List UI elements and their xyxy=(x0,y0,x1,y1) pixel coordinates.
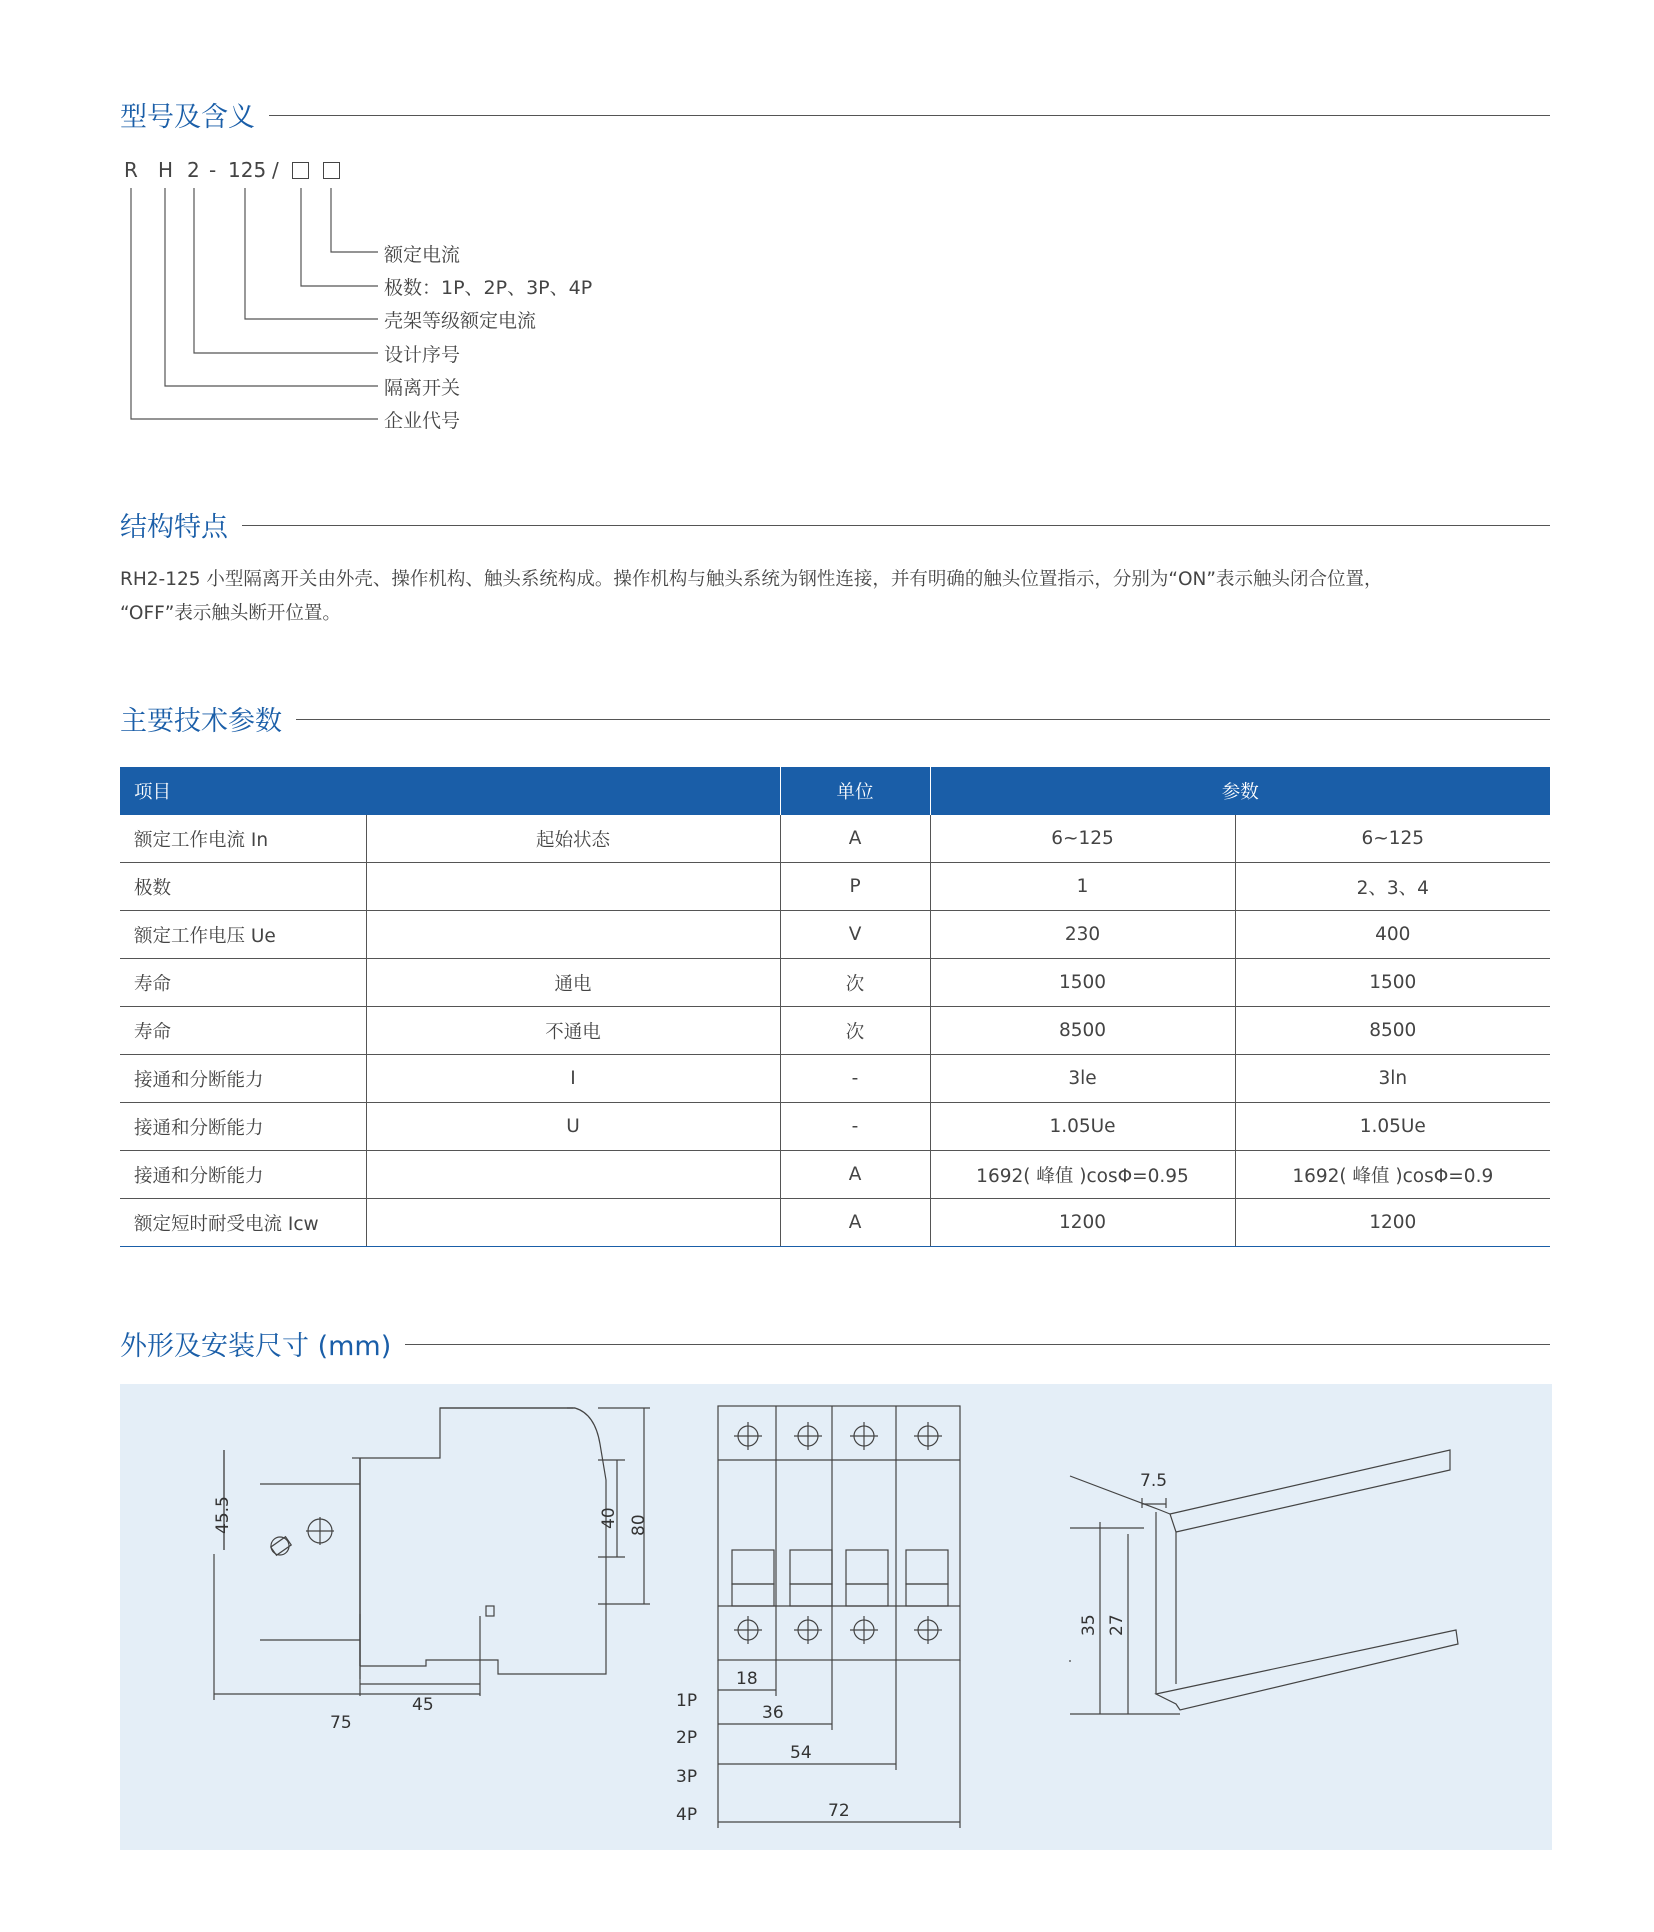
dim-side-80: 80 xyxy=(629,1514,649,1536)
front-width-54: 54 xyxy=(790,1743,812,1763)
dim-side-45-5: 45.5 xyxy=(213,1496,233,1534)
table-cell: A xyxy=(780,1151,930,1199)
table-cell: 6~125 xyxy=(930,815,1235,863)
section-divider xyxy=(296,719,1550,720)
table-cell: 起始状态 xyxy=(366,815,780,863)
front-pole-1p: 1P xyxy=(676,1691,698,1711)
table-cell: 寿命 xyxy=(120,1007,366,1055)
table-cell: 1692( 峰值 )cosΦ=0.95 xyxy=(930,1151,1235,1199)
table-cell: 额定短时耐受电流 Icw xyxy=(120,1199,366,1247)
structure-line-1: RH2-125 小型隔离开关由外壳、操作机构、触头系统构成。操作机构与触头系统为钢性连接，并有明确的触头位置指示，分别为“ON”表示触头闭合位置， xyxy=(120,569,1383,590)
table-cell: 230 xyxy=(930,911,1235,959)
meaning-frame-current: 壳架等级额定电流 xyxy=(384,310,537,332)
front-width-36: 36 xyxy=(762,1703,784,1723)
front-pole-2p: 2P xyxy=(676,1728,698,1748)
table-cell: 极数 xyxy=(120,863,366,911)
table-cell: 接通和分断能力 xyxy=(120,1103,366,1151)
table-cell: 3le xyxy=(930,1055,1235,1103)
table-header-row xyxy=(120,767,1550,815)
table-cell: 接通和分断能力 xyxy=(120,1055,366,1103)
table-cell: 2、3、4 xyxy=(1235,863,1550,911)
table-cell: 1500 xyxy=(1235,959,1550,1007)
table-cell: 1500 xyxy=(930,959,1235,1007)
structure-line-2: “OFF”表示触头断开位置。 xyxy=(120,603,341,624)
table-cell: 1.05Ue xyxy=(1235,1103,1550,1151)
table-row xyxy=(120,1007,1550,1055)
table-cell: 次 xyxy=(780,959,930,1007)
model-char-h: H xyxy=(158,158,174,182)
table-cell: 寿命 xyxy=(120,959,366,1007)
rail-dim-7-5: 7.5 xyxy=(1140,1471,1168,1491)
header-unit: 单位 xyxy=(780,767,930,815)
table-cell: 8500 xyxy=(930,1007,1235,1055)
table-row xyxy=(120,959,1550,1007)
section-structure-title xyxy=(120,504,1550,544)
meaning-design-number: 设计序号 xyxy=(384,344,461,366)
meaning-poles: 极数：1P、2P、3P、4P xyxy=(384,277,593,299)
table-cell: V xyxy=(780,911,930,959)
front-pole-4p: 4P xyxy=(676,1805,698,1825)
dim-side-45: 45 xyxy=(412,1695,434,1715)
table-cell: 额定工作电流 In xyxy=(120,815,366,863)
table-cell: 1200 xyxy=(930,1199,1235,1247)
table-cell xyxy=(366,1151,780,1199)
table-cell: 1 xyxy=(930,863,1235,911)
section-divider xyxy=(242,525,1550,526)
table-cell: 1.05Ue xyxy=(930,1103,1235,1151)
table-cell: 通电 xyxy=(366,959,780,1007)
front-pole-3p: 3P xyxy=(676,1767,698,1787)
table-row xyxy=(120,1103,1550,1151)
structure-description xyxy=(120,563,1560,631)
table-cell: U xyxy=(366,1103,780,1151)
section-dims-title xyxy=(120,1323,1550,1363)
table-row xyxy=(120,1055,1550,1103)
section-title-text: 结构特点 xyxy=(120,511,228,543)
table-row xyxy=(120,911,1550,959)
table-cell: A xyxy=(780,1199,930,1247)
table-row xyxy=(120,863,1550,911)
meaning-rated-current: 额定电流 xyxy=(384,244,461,266)
table-row xyxy=(120,1199,1550,1247)
model-char-slash: / xyxy=(272,158,279,182)
header-params: 参数 xyxy=(930,767,1550,815)
meaning-isolating-switch: 隔离开关 xyxy=(384,377,461,399)
dim-side-40: 40 xyxy=(599,1507,619,1529)
table-cell: 不通电 xyxy=(366,1007,780,1055)
table-cell: 3ln xyxy=(1235,1055,1550,1103)
table-cell: 1200 xyxy=(1235,1199,1550,1247)
section-divider xyxy=(405,1344,1550,1345)
model-char-r: R xyxy=(124,158,138,182)
table-row xyxy=(120,815,1550,863)
dimension-drawings-panel xyxy=(120,1384,1552,1850)
model-char-dash: - xyxy=(209,158,217,182)
table-cell: 6~125 xyxy=(1235,815,1550,863)
front-view-drawing xyxy=(718,1406,960,1828)
side-view-dims xyxy=(214,1408,644,1694)
params-table xyxy=(120,767,1550,1247)
din-rail-drawing xyxy=(1070,1450,1458,1714)
side-view-drawing xyxy=(214,1408,650,1700)
section-title-text: 型号及含义 xyxy=(120,101,255,133)
table-cell: 1692( 峰值 )cosΦ=0.9 xyxy=(1235,1151,1550,1199)
rail-dim-35: 35 xyxy=(1079,1614,1099,1636)
table-cell: A xyxy=(780,815,930,863)
header-item: 项目 xyxy=(120,767,780,815)
dim-side-75: 75 xyxy=(330,1713,352,1733)
table-cell: P xyxy=(780,863,930,911)
section-title-text: 主要技术参数 xyxy=(120,705,282,737)
model-char-125: 125 xyxy=(228,158,267,182)
table-row xyxy=(120,1151,1550,1199)
dimension-drawings xyxy=(120,1384,1552,1850)
table-cell: - xyxy=(780,1055,930,1103)
table-cell: 额定工作电压 Ue xyxy=(120,911,366,959)
model-char-2: 2 xyxy=(187,158,200,182)
table-cell: 次 xyxy=(780,1007,930,1055)
rail-dim-27: 27 xyxy=(1107,1614,1127,1636)
table-cell: 8500 xyxy=(1235,1007,1550,1055)
table-cell xyxy=(366,863,780,911)
section-title-text: 外形及安装尺寸 (mm) xyxy=(120,1330,392,1362)
front-width-18: 18 xyxy=(736,1669,758,1689)
table-cell: 接通和分断能力 xyxy=(120,1151,366,1199)
table-cell xyxy=(366,1199,780,1247)
table-cell: - xyxy=(780,1103,930,1151)
table-cell xyxy=(366,911,780,959)
model-leader-lines xyxy=(0,0,700,440)
front-width-72: 72 xyxy=(828,1801,850,1821)
table-cell: I xyxy=(366,1055,780,1103)
meaning-company-code: 企业代号 xyxy=(384,410,461,432)
section-params-title xyxy=(120,698,1550,738)
table-cell: 400 xyxy=(1235,911,1550,959)
